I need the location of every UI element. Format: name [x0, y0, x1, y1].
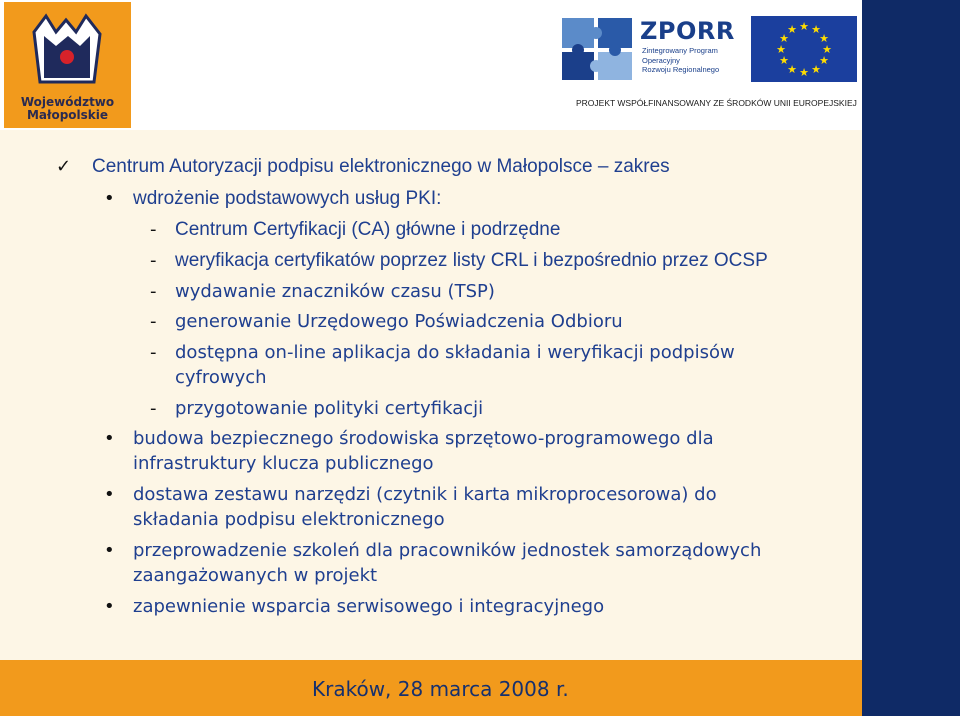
sub-item-6: przygotowanie polityki certyfikacji [175, 398, 484, 419]
bullet-icon: • [104, 596, 115, 617]
bullet-icon: • [104, 484, 115, 505]
bullet-4-line-2: zaangażowanych w projekt [133, 565, 378, 586]
dash-icon: - [150, 281, 157, 302]
svg-text:★: ★ [819, 54, 829, 67]
bullet-2-line-2: infrastruktury klucza publicznego [133, 453, 434, 474]
heading-line: Centrum Autoryzacji podpisu elektronicznego w Małopolsce – zakres [92, 156, 670, 177]
bullet-1-text: wdrożenie podstawowych usług PKI: [133, 188, 442, 209]
svg-text:★: ★ [799, 66, 809, 79]
sub-item-5-line-1: dostępna on-line aplikacja do składania i weryfikacji podpisów [175, 342, 735, 363]
logo-line-1: Województwo [20, 95, 115, 109]
sub-item-5-line-2: cyfrowych [175, 367, 267, 388]
svg-text:★: ★ [787, 23, 797, 36]
bullet-4-line-1: przeprowadzenie szkoleń dla pracowników jednostek samorządowych [133, 540, 762, 561]
dash-icon: - [150, 342, 157, 363]
bullet-icon: • [104, 428, 115, 449]
dash-icon: - [150, 311, 157, 332]
footer-place-date: Kraków, 28 marca 2008 r. [312, 677, 569, 701]
project-cofinance-note: PROJEKT WSPÓŁFINANSOWANY ZE ŚRODKÓW UNII EUROPEJSKIEJ [576, 98, 857, 108]
logo-line-2: Małopolskie [26, 108, 109, 122]
sub-item-3: wydawanie znaczników czasu (TSP) [175, 281, 495, 302]
zporr-subtitle [642, 46, 742, 75]
malopolska-logo [4, 2, 131, 128]
svg-text:★: ★ [811, 23, 821, 36]
bullet-5-text: zapewnienie wsparcia serwisowego i integracyjnego [133, 596, 605, 617]
bullet-3-line-2: składania podpisu elektronicznego [133, 509, 445, 530]
dash-icon: - [150, 398, 157, 419]
sub-item-4: generowanie Urzędowego Poświadczenia Odbioru [175, 311, 623, 332]
bullet-2-line-1: budowa bezpiecznego środowiska sprzętowo-programowego dla [133, 428, 714, 449]
svg-text:★: ★ [811, 63, 821, 76]
svg-text:★: ★ [799, 20, 809, 33]
dash-icon: - [150, 250, 157, 271]
zporr-title: ZPORR [640, 17, 735, 45]
sub-item-2: weryfikacja certyfikatów poprzez listy CRL i bezpośrednio przez OCSP [175, 250, 768, 271]
zporr-sub-line-2: Operacyjny [642, 55, 680, 65]
bullet-icon: • [104, 540, 115, 561]
sub-item-1: Centrum Certyfikacji (CA) główne i podrzędne [175, 219, 561, 240]
svg-text:★: ★ [819, 32, 829, 45]
eu-stars-icon [751, 16, 857, 82]
svg-text:★: ★ [822, 43, 832, 56]
eu-flag [751, 16, 857, 82]
slide-header [0, 0, 862, 130]
svg-text:★: ★ [787, 63, 797, 76]
right-sidebar-bar [862, 0, 960, 716]
dash-icon: - [150, 219, 157, 240]
svg-text:★: ★ [779, 54, 789, 67]
bullet-icon: • [104, 188, 115, 209]
checkmark-icon: ✓ [56, 156, 72, 177]
zporr-sub-line-1: Zintegrowany Program [642, 46, 718, 55]
svg-text:★: ★ [776, 43, 786, 56]
bullet-3-line-1: dostawa zestawu narzędzi (czytnik i karta mikroprocesorowa) do [133, 484, 717, 505]
zporr-puzzle-icon [560, 16, 636, 82]
zporr-sub-line-3: Rozwoju Regionalnego [642, 65, 720, 74]
svg-text:★: ★ [779, 32, 789, 45]
malopolska-emblem-icon [4, 2, 131, 94]
